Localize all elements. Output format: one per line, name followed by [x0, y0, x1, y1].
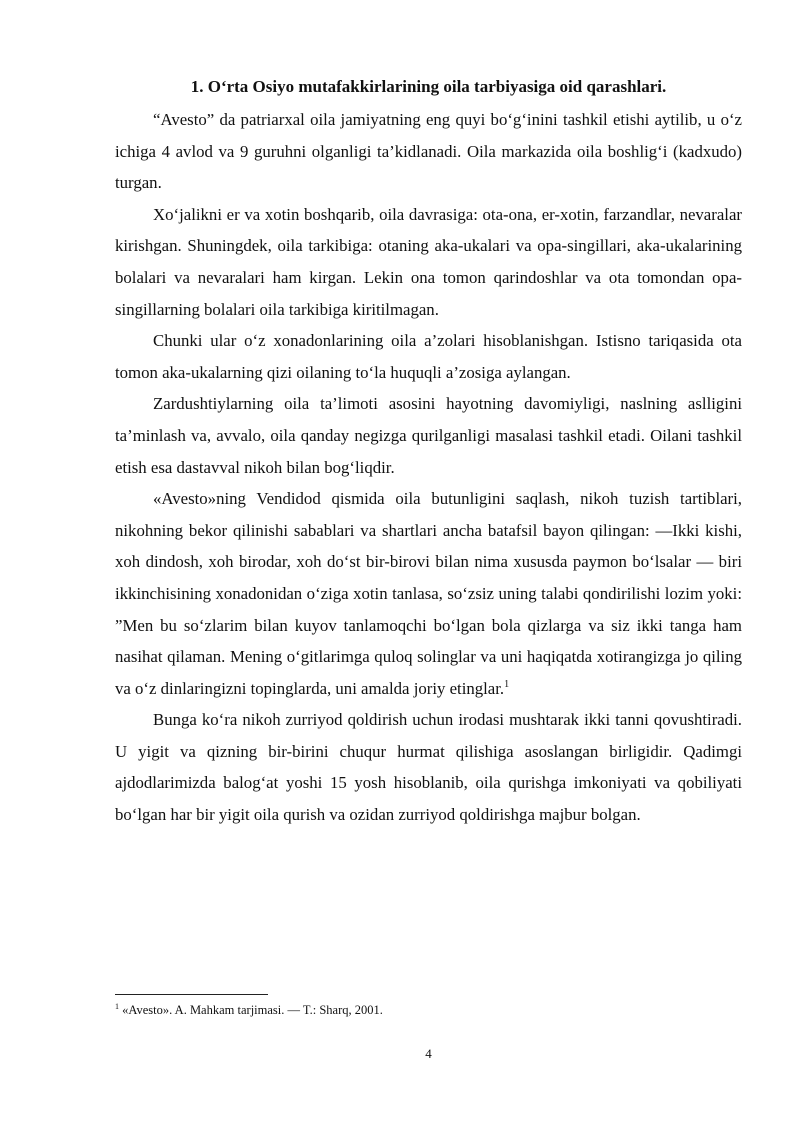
footnote-reference[interactable]: 1 [504, 678, 510, 690]
footnote [115, 1002, 742, 1018]
paragraph: Xo‘jalikni er va xotin boshqarib, oila davrasiga: ota-ona, er-xotin, farzandlar, nevaralar kirishgan. Shuningdek, oila tarkibiga: otaning aka-ukalari va opa-singillari, aka-ukalarining bolalari va nevaralari ham kirgan. Lekin ona tomon qarindoshlar va ota tomondan opa-singillarning bolalari oila tarkibiga kiritilmagan. [115, 204, 742, 319]
paragraph: Bunga ko‘ra nikoh zurriyod qoldirish uchun irodasi mushtarak ikki tanni qovushtiradi. U yigit va qizning bir-birini chuqur hurmat qilishiga asoslangan birligidir. Qadimgi ajdodlarimizda balog‘at yoshi 15 yosh hisoblanib, oila qurishga imkoniyati va qobiliyati bo‘lgan har bir yigit oila qurish va ozidan zurriyod qoldirishga majbur bolgan. [115, 710, 742, 825]
paragraph-text: «Avesto»ning Vendidod qismida oila butunligini saqlash, nikoh tuzish tartiblari, nikohning bekor qilinishi sabablari va shartlari ancha batafsil bayon qilingan: —Ikki kishi, xoh dindosh, xoh birodar, xoh do‘st bir-birovi bilan nima xususda paymon bo‘lsalar — biri ikkinchisining xonadonidan o‘ziga xotin tanlasa, so‘zsiz uning talabi qondirilishi lozim yoki: ”Men bu so‘zlarim bilan kuyov tanlamoqchi bo‘lgan bola qizlarga va siz ikki tanga ham nasihat qilaman. Mening o‘gitlarimga quloq solinglar va uni haqiqatda xotirangizga jo qiling va o‘z dinlaringizni topinglarda, uni amalda joriy etinglar. [115, 489, 742, 698]
page-number: 4 [425, 1046, 432, 1061]
footnote-separator [115, 994, 268, 995]
footnote-text: «Avesto». A. Mahkam tarjimasi. — T.: Sharq, 2001. [119, 1003, 383, 1017]
footnote-marker: 1 [115, 1002, 119, 1011]
paragraph: Zardushtiylarning oila ta’limoti asosini hayotning davomiyligi, naslning aslligini ta’minlash va, avvalo, oila qanday negizga qurilganligi masalasi tashkil etadi. Oilani tashkil etish esa dastavval nikoh bilan bog‘liqdir. [115, 394, 742, 477]
paragraph: “Avesto” da patriarxal oila jamiyatning eng quyi bo‘g‘inini tashkil etishi aytilib, u o‘z ichiga 4 avlod va 9 guruhni olganligi ta’kidlanadi. Oila markazida oila boshlig‘i (kadxudo) turgan. [115, 110, 742, 193]
section-heading: 1. O‘rta Osiyo mutafakkirlarining oila tarbiyasiga oid qarashlari. [190, 77, 667, 96]
body-text [115, 104, 742, 831]
paragraph: Chunki ular o‘z xonadonlarining oila a’zolari hisoblanishgan. Istisno tariqasida ota tomon aka-ukalarning qizi oilaning to‘la huquqli a’zosiga aylangan. [115, 331, 742, 382]
paragraph-with-footnote [115, 483, 742, 704]
